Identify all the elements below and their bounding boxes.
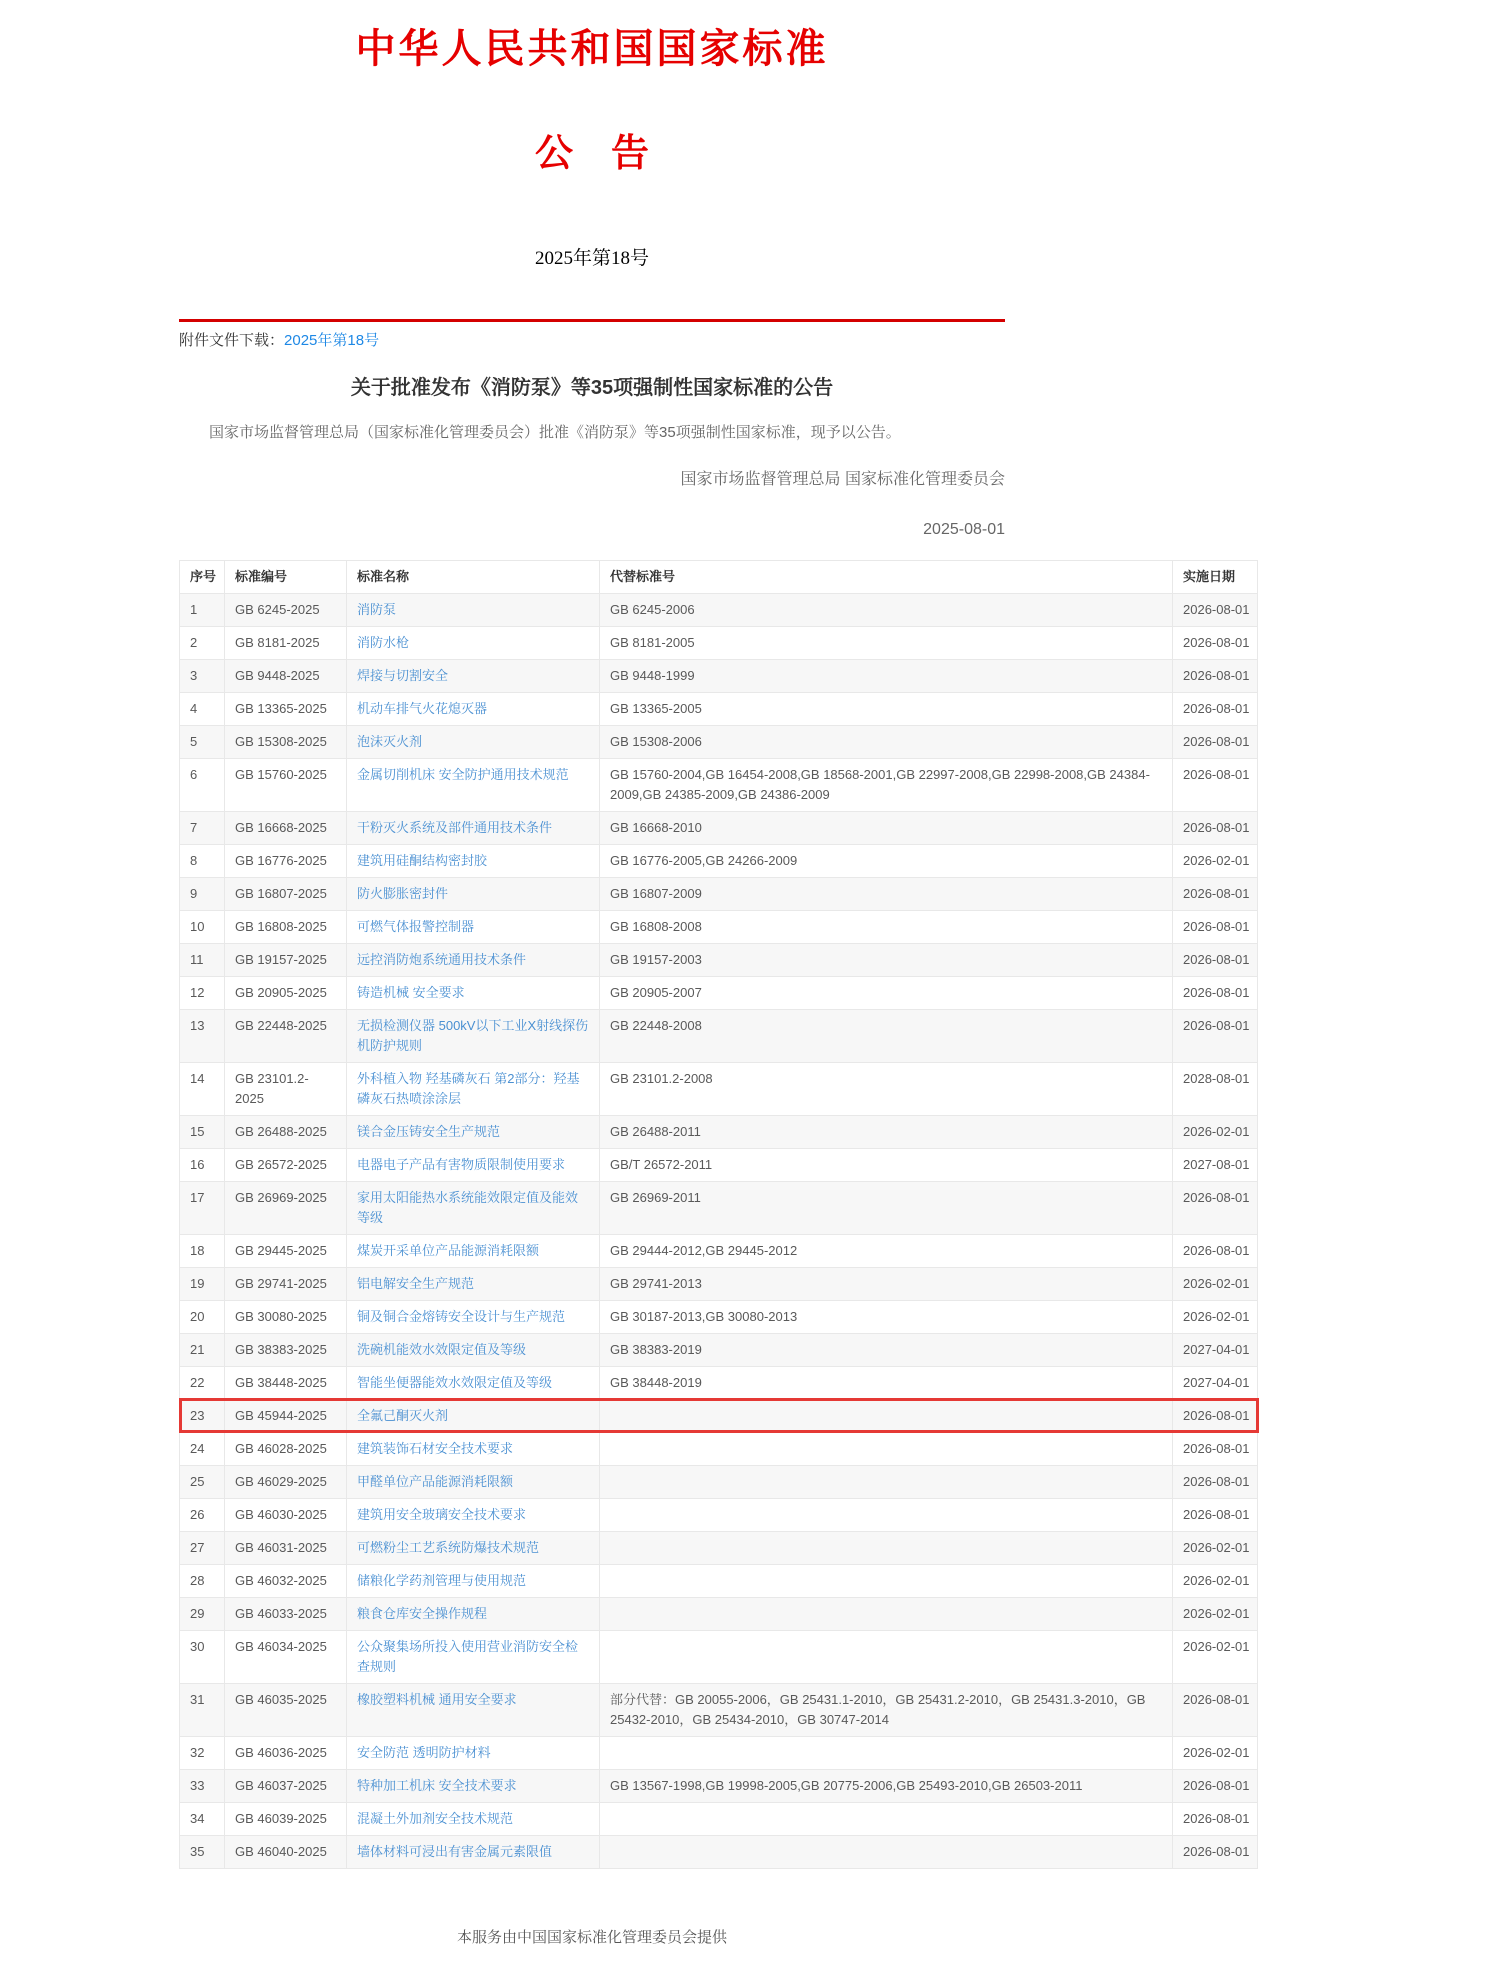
table-row bbox=[180, 1267, 1258, 1300]
row-code: GB 38448-2025 bbox=[225, 1366, 347, 1399]
standard-name-link[interactable]: 洗碗机能效水效限定值及等级 bbox=[357, 1341, 527, 1357]
row-replaces: GB 26969-2011 bbox=[600, 1181, 1173, 1234]
row-name bbox=[347, 1597, 600, 1630]
row-replaces: GB 23101.2-2008 bbox=[600, 1062, 1173, 1115]
row-code: GB 46031-2025 bbox=[225, 1531, 347, 1564]
row-name bbox=[347, 1531, 600, 1564]
standard-name-link[interactable]: 甲醛单位产品能源消耗限额 bbox=[357, 1473, 514, 1489]
row-code: GB 29445-2025 bbox=[225, 1234, 347, 1267]
row-replaces bbox=[600, 1835, 1173, 1868]
row-code: GB 29741-2025 bbox=[225, 1267, 347, 1300]
row-date: 2026-08-01 bbox=[1173, 692, 1258, 725]
standard-name-link[interactable]: 建筑装饰石材安全技术要求 bbox=[357, 1440, 514, 1456]
table-row bbox=[180, 1009, 1258, 1062]
standard-name-link[interactable]: 储粮化学药剂管理与使用规范 bbox=[357, 1572, 527, 1588]
row-name bbox=[347, 659, 600, 692]
table-row bbox=[180, 1736, 1258, 1769]
standard-name-link[interactable]: 无损检测仪器 500kV以下工业X射线探伤机防护规则 bbox=[357, 1017, 589, 1053]
row-seq: 22 bbox=[180, 1366, 225, 1399]
row-name bbox=[347, 692, 600, 725]
row-code: GB 16668-2025 bbox=[225, 811, 347, 844]
row-date: 2027-08-01 bbox=[1173, 1148, 1258, 1181]
notice-title: 关于批准发布《消防泵》等35项强制性国家标准的公告 bbox=[350, 376, 834, 399]
row-code: GB 46037-2025 bbox=[225, 1769, 347, 1802]
row-name bbox=[347, 1769, 600, 1802]
standard-name-link[interactable]: 混凝土外加剂安全技术规范 bbox=[357, 1810, 514, 1826]
standard-name-link[interactable]: 泡沫灭火剂 bbox=[357, 733, 423, 749]
row-seq: 1 bbox=[180, 593, 225, 626]
row-code: GB 30080-2025 bbox=[225, 1300, 347, 1333]
row-replaces: GB 29444-2012,GB 29445-2012 bbox=[600, 1234, 1173, 1267]
table-row bbox=[180, 1630, 1258, 1683]
row-date: 2026-02-01 bbox=[1173, 1531, 1258, 1564]
issuer-line: 国家市场监督管理总局 国家标准化管理委员会 bbox=[680, 471, 1005, 489]
row-seq: 14 bbox=[180, 1062, 225, 1115]
row-date: 2026-08-01 bbox=[1173, 725, 1258, 758]
row-code: GB 9448-2025 bbox=[225, 659, 347, 692]
header-name: 标准名称 bbox=[347, 560, 600, 593]
row-code: GB 15760-2025 bbox=[225, 758, 347, 811]
table-row bbox=[180, 1062, 1258, 1115]
row-name bbox=[347, 1366, 600, 1399]
row-code: GB 20905-2025 bbox=[225, 976, 347, 1009]
table-row bbox=[180, 1181, 1258, 1234]
row-code: GB 38383-2025 bbox=[225, 1333, 347, 1366]
row-date: 2026-08-01 bbox=[1173, 811, 1258, 844]
row-seq: 15 bbox=[180, 1115, 225, 1148]
standards-table bbox=[179, 560, 1258, 1869]
table-row bbox=[180, 1333, 1258, 1366]
row-date: 2026-02-01 bbox=[1173, 1597, 1258, 1630]
row-name bbox=[347, 1432, 600, 1465]
row-code: GB 46040-2025 bbox=[225, 1835, 347, 1868]
table-row bbox=[180, 811, 1258, 844]
row-replaces bbox=[600, 1531, 1173, 1564]
standard-name-link[interactable]: 可燃气体报警控制器 bbox=[357, 918, 475, 934]
standard-name-link[interactable]: 可燃粉尘工艺系统防爆技术规范 bbox=[357, 1539, 540, 1555]
standards-table-body bbox=[180, 593, 1258, 1868]
row-name bbox=[347, 910, 600, 943]
row-name bbox=[347, 1399, 600, 1432]
row-name bbox=[347, 1300, 600, 1333]
row-date: 2026-02-01 bbox=[1173, 1300, 1258, 1333]
row-name bbox=[347, 1333, 600, 1366]
row-date: 2026-02-01 bbox=[1173, 1736, 1258, 1769]
standard-name-link[interactable]: 外科植入物 羟基磷灰石 第2部分：羟基磷灰石热喷涂涂层 bbox=[357, 1070, 580, 1106]
row-seq: 32 bbox=[180, 1736, 225, 1769]
table-row bbox=[180, 910, 1258, 943]
standard-name-link[interactable]: 机动车排气火花熄灭器 bbox=[357, 700, 488, 716]
row-seq: 29 bbox=[180, 1597, 225, 1630]
standard-name-link[interactable]: 建筑用硅酮结构密封胶 bbox=[357, 852, 488, 868]
row-date: 2026-08-01 bbox=[1173, 1769, 1258, 1802]
row-seq: 27 bbox=[180, 1531, 225, 1564]
row-code: GB 46035-2025 bbox=[225, 1683, 347, 1736]
row-replaces: GB 6245-2006 bbox=[600, 593, 1173, 626]
row-code: GB 46030-2025 bbox=[225, 1498, 347, 1531]
row-name bbox=[347, 1115, 600, 1148]
row-replaces: GB 19157-2003 bbox=[600, 943, 1173, 976]
row-replaces: GB/T 26572-2011 bbox=[600, 1148, 1173, 1181]
table-row bbox=[180, 1597, 1258, 1630]
row-code: GB 46028-2025 bbox=[225, 1432, 347, 1465]
row-seq: 3 bbox=[180, 659, 225, 692]
row-seq: 24 bbox=[180, 1432, 225, 1465]
row-seq: 10 bbox=[180, 910, 225, 943]
row-name bbox=[347, 943, 600, 976]
row-replaces: GB 26488-2011 bbox=[600, 1115, 1173, 1148]
table-row bbox=[180, 1802, 1258, 1835]
row-code: GB 22448-2025 bbox=[225, 1009, 347, 1062]
row-seq: 2 bbox=[180, 626, 225, 659]
row-replaces: GB 38383-2019 bbox=[600, 1333, 1173, 1366]
row-code: GB 8181-2025 bbox=[225, 626, 347, 659]
standard-name-link[interactable]: 安全防范 透明防护材料 bbox=[357, 1744, 491, 1760]
row-seq: 4 bbox=[180, 692, 225, 725]
row-date: 2027-04-01 bbox=[1173, 1366, 1258, 1399]
row-date: 2026-08-01 bbox=[1173, 1181, 1258, 1234]
table-row bbox=[180, 1115, 1258, 1148]
row-replaces: GB 16776-2005,GB 24266-2009 bbox=[600, 844, 1173, 877]
row-code: GB 13365-2025 bbox=[225, 692, 347, 725]
row-replaces: GB 16808-2008 bbox=[600, 910, 1173, 943]
row-seq: 25 bbox=[180, 1465, 225, 1498]
table-row bbox=[180, 1531, 1258, 1564]
row-date: 2026-08-01 bbox=[1173, 758, 1258, 811]
row-name bbox=[347, 1062, 600, 1115]
row-name bbox=[347, 1564, 600, 1597]
row-date: 2026-08-01 bbox=[1173, 1234, 1258, 1267]
header-date: 实施日期 bbox=[1173, 560, 1258, 593]
row-replaces: GB 13365-2005 bbox=[600, 692, 1173, 725]
standard-name-link[interactable]: 智能坐便器能效水效限定值及等级 bbox=[357, 1374, 553, 1390]
row-replaces: GB 30187-2013,GB 30080-2013 bbox=[600, 1300, 1173, 1333]
row-seq: 30 bbox=[180, 1630, 225, 1683]
standard-name-link[interactable]: 特种加工机床 安全技术要求 bbox=[357, 1777, 517, 1793]
row-code: GB 45944-2025 bbox=[225, 1399, 347, 1432]
row-seq: 19 bbox=[180, 1267, 225, 1300]
row-name bbox=[347, 976, 600, 1009]
row-name bbox=[347, 758, 600, 811]
table-row bbox=[180, 943, 1258, 976]
standard-name-link[interactable]: 建筑用安全玻璃安全技术要求 bbox=[357, 1506, 527, 1522]
row-name bbox=[347, 877, 600, 910]
table-row bbox=[180, 1432, 1258, 1465]
row-code: GB 26488-2025 bbox=[225, 1115, 347, 1148]
row-name bbox=[347, 725, 600, 758]
row-seq: 21 bbox=[180, 1333, 225, 1366]
row-name bbox=[347, 1835, 600, 1868]
attachment-row bbox=[179, 330, 1005, 352]
row-code: GB 46029-2025 bbox=[225, 1465, 347, 1498]
row-date: 2026-02-01 bbox=[1173, 1630, 1258, 1683]
standard-name-link[interactable]: 公众聚集场所投入使用营业消防安全检查规则 bbox=[357, 1638, 579, 1674]
row-date: 2026-08-01 bbox=[1173, 1683, 1258, 1736]
table-row bbox=[180, 692, 1258, 725]
row-name bbox=[347, 1465, 600, 1498]
standard-name-link[interactable]: 金属切削机床 安全防护通用技术规范 bbox=[357, 766, 569, 782]
row-date: 2026-08-01 bbox=[1173, 659, 1258, 692]
row-replaces: GB 16668-2010 bbox=[600, 811, 1173, 844]
table-row bbox=[180, 725, 1258, 758]
row-replaces bbox=[600, 1399, 1173, 1432]
row-replaces: GB 9448-1999 bbox=[600, 659, 1173, 692]
table-row bbox=[180, 1835, 1258, 1868]
table-row bbox=[180, 877, 1258, 910]
row-code: GB 16776-2025 bbox=[225, 844, 347, 877]
row-replaces bbox=[600, 1630, 1173, 1683]
row-code: GB 16808-2025 bbox=[225, 910, 347, 943]
row-name bbox=[347, 1009, 600, 1062]
row-seq: 23 bbox=[180, 1399, 225, 1432]
header-row bbox=[180, 560, 1258, 593]
red-divider bbox=[179, 319, 1005, 322]
row-code: GB 15308-2025 bbox=[225, 725, 347, 758]
standard-name-link[interactable]: 全氟己酮灭火剂 bbox=[357, 1407, 449, 1423]
row-seq: 13 bbox=[180, 1009, 225, 1062]
standard-name-link[interactable]: 消防水枪 bbox=[357, 634, 410, 650]
row-seq: 20 bbox=[180, 1300, 225, 1333]
row-name bbox=[347, 1802, 600, 1835]
row-name bbox=[347, 811, 600, 844]
standard-name-link[interactable]: 橡胶塑料机械 通用安全要求 bbox=[357, 1691, 517, 1707]
row-code: GB 46039-2025 bbox=[225, 1802, 347, 1835]
page-subtitle: 公 告 bbox=[534, 133, 649, 175]
standard-name-link[interactable]: 镁合金压铸安全生产规范 bbox=[357, 1123, 501, 1139]
content-column bbox=[179, 26, 1250, 1948]
row-name bbox=[347, 626, 600, 659]
row-date: 2026-08-01 bbox=[1173, 1399, 1258, 1432]
row-seq: 16 bbox=[180, 1148, 225, 1181]
row-code: GB 26572-2025 bbox=[225, 1148, 347, 1181]
row-name bbox=[347, 1498, 600, 1531]
standard-name-link[interactable]: 焊接与切割安全 bbox=[357, 667, 449, 683]
row-name bbox=[347, 1736, 600, 1769]
standard-name-link[interactable]: 防火膨胀密封件 bbox=[357, 885, 449, 901]
header-replaces: 代替标准号 bbox=[600, 560, 1173, 593]
row-date: 2026-08-01 bbox=[1173, 877, 1258, 910]
row-date: 2026-08-01 bbox=[1173, 1802, 1258, 1835]
row-date: 2026-02-01 bbox=[1173, 1564, 1258, 1597]
table-row bbox=[180, 1498, 1258, 1531]
table-row bbox=[180, 758, 1258, 811]
row-name bbox=[347, 844, 600, 877]
row-code: GB 46034-2025 bbox=[225, 1630, 347, 1683]
attachment-download-link[interactable]: 2025年第18号 bbox=[284, 331, 380, 349]
row-seq: 12 bbox=[180, 976, 225, 1009]
standard-name-link[interactable]: 铜及铜合金熔铸安全设计与生产规范 bbox=[357, 1308, 566, 1324]
row-replaces: 部分代替：GB 20055-2006，GB 25431.1-2010，GB 25431.2-2010，GB 25431.3-2010，GB 25432-2010，GB 25434-2010，GB 30747-2014 bbox=[600, 1683, 1173, 1736]
row-seq: 26 bbox=[180, 1498, 225, 1531]
row-replaces bbox=[600, 1802, 1173, 1835]
row-replaces: GB 20905-2007 bbox=[600, 976, 1173, 1009]
standard-name-link[interactable]: 煤炭开采单位产品能源消耗限额 bbox=[357, 1242, 540, 1258]
row-replaces: GB 8181-2005 bbox=[600, 626, 1173, 659]
row-seq: 28 bbox=[180, 1564, 225, 1597]
row-name bbox=[347, 593, 600, 626]
standard-name-link[interactable]: 铝电解安全生产规范 bbox=[357, 1275, 475, 1291]
issue-date: 2025-08-01 bbox=[923, 521, 1005, 539]
table-row bbox=[180, 1683, 1258, 1736]
row-seq: 18 bbox=[180, 1234, 225, 1267]
row-date: 2026-08-01 bbox=[1173, 593, 1258, 626]
table-row bbox=[180, 844, 1258, 877]
row-code: GB 46036-2025 bbox=[225, 1736, 347, 1769]
row-date: 2026-08-01 bbox=[1173, 626, 1258, 659]
row-replaces bbox=[600, 1597, 1173, 1630]
row-date: 2026-08-01 bbox=[1173, 1498, 1258, 1531]
row-name bbox=[347, 1630, 600, 1683]
row-seq: 7 bbox=[180, 811, 225, 844]
notice-body: 国家市场监督管理总局（国家标准化管理委员会）批准《消防泵》等35项强制性国家标准，现予以公告。 bbox=[209, 423, 901, 441]
row-seq: 11 bbox=[180, 943, 225, 976]
row-date: 2026-02-01 bbox=[1173, 844, 1258, 877]
page-title: 中华人民共和国国家标准 bbox=[355, 26, 829, 71]
standards-table-header bbox=[180, 560, 1258, 593]
row-code: GB 16807-2025 bbox=[225, 877, 347, 910]
row-date: 2026-08-01 bbox=[1173, 910, 1258, 943]
table-row bbox=[180, 1300, 1258, 1333]
row-code: GB 26969-2025 bbox=[225, 1181, 347, 1234]
row-replaces: GB 29741-2013 bbox=[600, 1267, 1173, 1300]
row-seq: 17 bbox=[180, 1181, 225, 1234]
row-date: 2026-08-01 bbox=[1173, 1009, 1258, 1062]
row-replaces: GB 15308-2006 bbox=[600, 725, 1173, 758]
row-replaces bbox=[600, 1564, 1173, 1597]
standard-name-link[interactable]: 干粉灭火系统及部件通用技术条件 bbox=[357, 819, 553, 835]
row-seq: 33 bbox=[180, 1769, 225, 1802]
row-seq: 5 bbox=[180, 725, 225, 758]
issue-number: 2025年第18号 bbox=[534, 247, 649, 269]
standard-name-link[interactable]: 墙体材料可浸出有害金属元素限值 bbox=[357, 1843, 553, 1859]
row-date: 2026-08-01 bbox=[1173, 1465, 1258, 1498]
table-row bbox=[180, 1366, 1258, 1399]
row-date: 2028-08-01 bbox=[1173, 1062, 1258, 1115]
row-replaces bbox=[600, 1736, 1173, 1769]
table-row bbox=[180, 593, 1258, 626]
row-code: GB 46033-2025 bbox=[225, 1597, 347, 1630]
row-code: GB 19157-2025 bbox=[225, 943, 347, 976]
table-row bbox=[180, 626, 1258, 659]
row-replaces bbox=[600, 1465, 1173, 1498]
row-date: 2026-02-01 bbox=[1173, 1267, 1258, 1300]
standard-name-link[interactable]: 消防泵 bbox=[357, 601, 397, 617]
row-replaces: GB 22448-2008 bbox=[600, 1009, 1173, 1062]
footer-note: 本服务由中国国家标准化管理委员会提供 bbox=[456, 1928, 727, 1946]
row-code: GB 23101.2-2025 bbox=[225, 1062, 347, 1115]
row-date: 2026-08-01 bbox=[1173, 976, 1258, 1009]
standard-name-link[interactable]: 电器电子产品有害物质限制使用要求 bbox=[357, 1156, 566, 1172]
table-row bbox=[180, 1769, 1258, 1802]
row-seq: 9 bbox=[180, 877, 225, 910]
table-row bbox=[180, 1148, 1258, 1181]
row-name bbox=[347, 1267, 600, 1300]
row-seq: 8 bbox=[180, 844, 225, 877]
row-date: 2026-08-01 bbox=[1173, 943, 1258, 976]
table-row bbox=[180, 976, 1258, 1009]
row-name bbox=[347, 1148, 600, 1181]
row-replaces: GB 38448-2019 bbox=[600, 1366, 1173, 1399]
standard-name-link[interactable]: 粮食仓库安全操作规程 bbox=[357, 1605, 488, 1621]
standard-name-link[interactable]: 远控消防炮系统通用技术条件 bbox=[357, 951, 527, 967]
row-replaces: GB 15760-2004,GB 16454-2008,GB 18568-2001,GB 22997-2008,GB 22998-2008,GB 24384-2009,GB 24385-2009,GB 24386-2009 bbox=[600, 758, 1173, 811]
row-replaces: GB 16807-2009 bbox=[600, 877, 1173, 910]
row-name bbox=[347, 1181, 600, 1234]
table-row-highlighted bbox=[180, 1399, 1258, 1432]
row-name bbox=[347, 1683, 600, 1736]
row-seq: 34 bbox=[180, 1802, 225, 1835]
row-name bbox=[347, 1234, 600, 1267]
standard-name-link[interactable]: 家用太阳能热水系统能效限定值及能效等级 bbox=[357, 1189, 579, 1225]
table-row bbox=[180, 1234, 1258, 1267]
table-row bbox=[180, 1564, 1258, 1597]
table-row bbox=[180, 1465, 1258, 1498]
standard-name-link[interactable]: 铸造机械 安全要求 bbox=[357, 984, 465, 1000]
row-code: GB 6245-2025 bbox=[225, 593, 347, 626]
row-seq: 31 bbox=[180, 1683, 225, 1736]
row-replaces bbox=[600, 1498, 1173, 1531]
row-date: 2026-08-01 bbox=[1173, 1835, 1258, 1868]
header-seq: 序号 bbox=[180, 560, 225, 593]
header-code: 标准编号 bbox=[225, 560, 347, 593]
row-date: 2026-08-01 bbox=[1173, 1432, 1258, 1465]
row-seq: 35 bbox=[180, 1835, 225, 1868]
table-row bbox=[180, 659, 1258, 692]
row-date: 2027-04-01 bbox=[1173, 1333, 1258, 1366]
row-date: 2026-02-01 bbox=[1173, 1115, 1258, 1148]
attachment-label: 附件文件下载： bbox=[179, 331, 285, 349]
row-code: GB 46032-2025 bbox=[225, 1564, 347, 1597]
row-replaces bbox=[600, 1432, 1173, 1465]
row-replaces: GB 13567-1998,GB 19998-2005,GB 20775-2006,GB 25493-2010,GB 26503-2011 bbox=[600, 1769, 1173, 1802]
row-seq: 6 bbox=[180, 758, 225, 811]
